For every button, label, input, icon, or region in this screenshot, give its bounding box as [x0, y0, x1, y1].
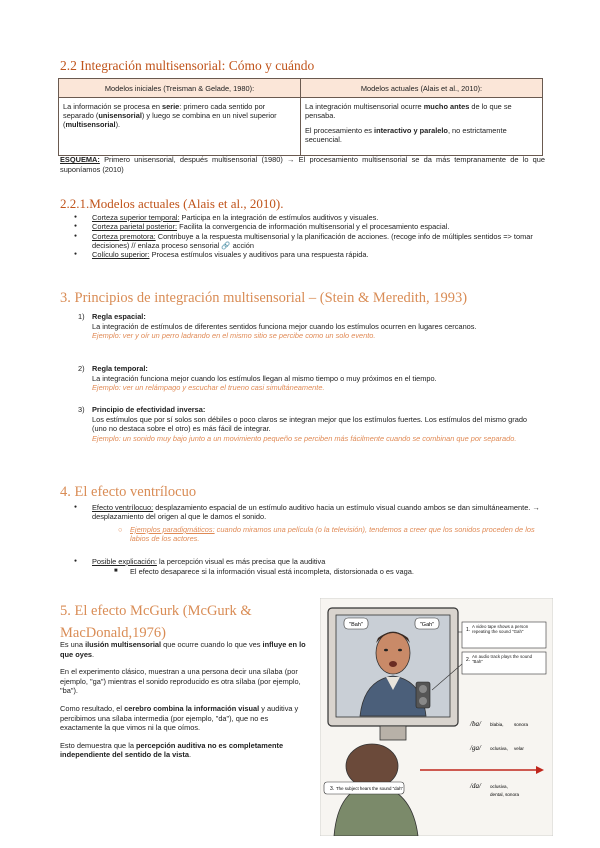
- item-text: desplazamiento espacial de un estímulo auditivo hacia un estímulo visual cuando ambos se dan simultáneamente. → desplazamiento del origen al que le damos el sonido.: [92, 503, 540, 522]
- square-bullet: ■: [114, 568, 118, 574]
- list-item: [62, 222, 547, 231]
- section-5-heading: [60, 600, 252, 644]
- section-3-heading: 3. Principios de integración multisensorial – (Stein & Meredith, 1993): [60, 290, 468, 306]
- item-text: Participa en la integración de estímulos auditivos y visuales.: [179, 213, 379, 222]
- esquema-text: Primero unisensorial, después multisensorial (1980) → El procesamiento multisensorial se da más tempranamente de lo que suponíamos (2010): [60, 155, 545, 174]
- bold: ilusión multisensorial: [85, 640, 162, 649]
- text: Como resultado, el: [60, 703, 125, 713]
- cell-bold: mucho antes: [423, 102, 470, 111]
- text: y auditiva y percibimos una sílaba intermedia (por ejemplo, "da"), que no es exactamente la que vimos ni la que oímos.: [60, 703, 299, 733]
- note-number: 1.: [466, 627, 471, 633]
- speaker-eye: [398, 649, 402, 652]
- bold: influye en lo que oyes: [60, 640, 306, 659]
- speaker-eye: [384, 649, 388, 652]
- item-label: Posible explicación:: [92, 557, 157, 566]
- models-comparison-table: [58, 78, 543, 156]
- table-cell-current-models: [301, 98, 543, 156]
- phoneme-da-extra: dental, sonora: [490, 792, 520, 797]
- sub-bullet: ○: [118, 525, 123, 534]
- item-label: Corteza parietal posterior:: [92, 222, 178, 232]
- cell-text: : primero cada sentido por separado (: [63, 102, 266, 120]
- note-text: The subject hears the sound "dah": [336, 786, 404, 791]
- cell-paragraph: [305, 126, 538, 144]
- note-number: 3.: [330, 786, 335, 792]
- principle-example: Ejemplo: ver y oír un perro ladrando en el mismo sitio se percibe como un solo evento.: [92, 331, 376, 340]
- item-text: Facilita la convergencia de información multisensorial y el procesamiento espacial.: [177, 222, 450, 232]
- principle-example: Ejemplo: un sonido muy bajo junto a un movimiento pequeño se perciben más fácilmente cuando se combinan que por separado.: [92, 433, 517, 443]
- principle-text: Los estímulos que por sí solos son débiles o poco claros se integran mejor que los estímulos fuertes. Los estímulos del mismo grado (uno no destaca sobre el otro) es más fácil de integrar.: [92, 414, 528, 433]
- bold: cerebro combina la información visual: [124, 703, 260, 713]
- phoneme-ba-word: blabia,: [490, 722, 504, 727]
- cell-text: La integración multisensorial ocurre: [305, 102, 424, 111]
- list-item: [62, 503, 547, 522]
- mcgurk-text: [60, 640, 312, 768]
- item-number: 3): [78, 405, 85, 414]
- heading-line: MacDonald,1976): [60, 625, 166, 641]
- phoneme-ba-extra: sonora: [514, 722, 529, 727]
- principle-title: Regla temporal:: [92, 364, 148, 373]
- sub-label: Ejemplos paradigmáticos:: [130, 525, 215, 534]
- table-cell-initial-models: [59, 98, 301, 156]
- item-text: Procesa estímulos visuales y auditivos para una respuesta rápida.: [149, 250, 369, 260]
- bubble-gah-label: "Gah": [419, 622, 435, 628]
- list-item: [62, 232, 547, 251]
- sub-item: [118, 525, 546, 544]
- list-item: [62, 250, 547, 259]
- text: .: [188, 750, 192, 760]
- tv-stand: [380, 726, 406, 740]
- sub-text: cuando miramos una película (o la televisión), tendemos a creer que los sonidos proceden de los labios de los actores.: [130, 525, 535, 544]
- note-text-container: [472, 624, 544, 648]
- phoneme-da: /da/: [470, 782, 481, 790]
- item-text: Contribuye a la respuesta multisensorial y la planificación de acciones. (recoge info de múltiples sentidos => tomar decisiones) // enlaza proceso sensorial 🔗 acción: [92, 231, 533, 250]
- principle-text: La integración de estímulos de diferentes sentidos funciona mejor cuando los estímulos ocurren en lugares cercanos.: [92, 321, 477, 331]
- mcgurk-paragraph: En el experimento clásico, muestran a una persona decir una sílaba (por ejemplo, "ga") mientras el sonido reproducido es otra sílaba (por ejemplo, "ba").: [60, 667, 301, 696]
- principle-text: La integración funciona mejor cuando los estímulos llegan al mismo tiempo o muy próximos en el tiempo.: [92, 373, 437, 383]
- explanation-list: [62, 557, 547, 566]
- item-text: la percepción visual es más precisa que la auditiva: [156, 557, 326, 566]
- principle-title: Regla espacial:: [92, 312, 146, 321]
- cell-bold: multisensorial: [65, 120, 116, 129]
- section-2-2-heading: 2.2 Integración multisensorial: Cómo y cuándo: [60, 58, 315, 73]
- phoneme-ga-extra: velar: [514, 746, 524, 751]
- cell-bold: unisensorial: [98, 111, 142, 120]
- cell-bold: serie: [162, 102, 180, 111]
- bubble-bah-label: "Bah": [349, 622, 363, 628]
- table-header-current-models: Modelos actuales (Alais et al., 2010):: [301, 79, 543, 98]
- item-label: Efecto ventrílocuo:: [92, 503, 154, 512]
- item-label: Corteza superior temporal:: [92, 213, 180, 222]
- speaker-mouth: [389, 661, 397, 667]
- cell-text: , no estrictamente secuencial.: [305, 126, 507, 144]
- ventriloquist-sublist: [118, 525, 546, 544]
- item-label: Colículo superior:: [92, 250, 150, 260]
- brain-areas-list: [62, 213, 547, 259]
- principle-example: Ejemplo: ver un relámpago y escuchar el trueno casi simultáneamente.: [92, 383, 325, 392]
- principle-body: [92, 312, 532, 341]
- sub-item: El efecto desaparece si la información visual está incompleta, distorsionada o es vaga.: [130, 567, 414, 576]
- text: Es una: [60, 640, 86, 649]
- viewer-head: [346, 744, 398, 788]
- bold: percepción auditiva no es completamente independiente del sentido de la vista: [60, 740, 284, 760]
- cell-text: ) y luego se combina en un nivel superior (: [63, 111, 277, 129]
- note-number: 2.: [466, 657, 471, 663]
- cell-text: La información se procesa en: [63, 102, 163, 111]
- cell-text: ).: [115, 120, 121, 129]
- mcgurk-illustration: [320, 598, 553, 836]
- list-item: [62, 557, 547, 566]
- cell-text: de lo que se pensaba.: [305, 102, 512, 120]
- esquema-paragraph: [60, 155, 545, 174]
- cell-text: El procesamiento es: [305, 126, 375, 135]
- phoneme-ga: /ga/: [470, 744, 481, 752]
- item-number: 1): [78, 312, 85, 321]
- speaker-head: [376, 632, 410, 674]
- phoneme-ba: /ba/: [470, 720, 481, 728]
- principle-title: Principio de efectividad inversa:: [92, 405, 206, 414]
- phoneme-ga-word: oclusiva,: [490, 746, 508, 751]
- cell-paragraph: [305, 102, 538, 120]
- cell-bold: interactivo y paralelo: [374, 126, 448, 135]
- text: Esto demuestra que la: [60, 740, 137, 750]
- mcgurk-paragraph: [60, 741, 312, 760]
- item-label: Corteza premotora:: [92, 231, 156, 241]
- principle-body: [92, 364, 532, 393]
- explanation-sublist: [114, 567, 544, 576]
- loudspeaker-cone: [419, 685, 427, 693]
- note-text: An audio track plays the sound "Bah": [472, 654, 533, 665]
- esquema-label: ESQUEMA:: [60, 155, 100, 164]
- table-header-initial-models: Modelos iniciales (Treisman & Gelade, 1980):: [59, 79, 301, 98]
- mcgurk-paragraph: [60, 704, 312, 733]
- section-4-heading: 4. El efecto ventrílocuo: [60, 484, 197, 500]
- phoneme-da-word: oclusiva,: [490, 784, 508, 789]
- list-item: [62, 213, 547, 222]
- text: que ocurre cuando lo que ves: [161, 640, 263, 649]
- text: .: [92, 649, 95, 659]
- item-number: 2): [78, 364, 85, 373]
- loudspeaker-cone: [419, 697, 427, 705]
- mcgurk-paragraph: [60, 640, 312, 659]
- note-text: A video tape shows a person repeating the sound "Gah": [472, 624, 529, 635]
- ventriloquist-list: [62, 503, 547, 522]
- heading-line: 5. El efecto McGurk (McGurk &: [60, 603, 252, 619]
- principle-body: [92, 405, 532, 443]
- note-text-container: [472, 654, 544, 674]
- section-2-2-1-heading: 2.2.1.Modelos actuales (Alais et al., 2010).: [60, 196, 284, 211]
